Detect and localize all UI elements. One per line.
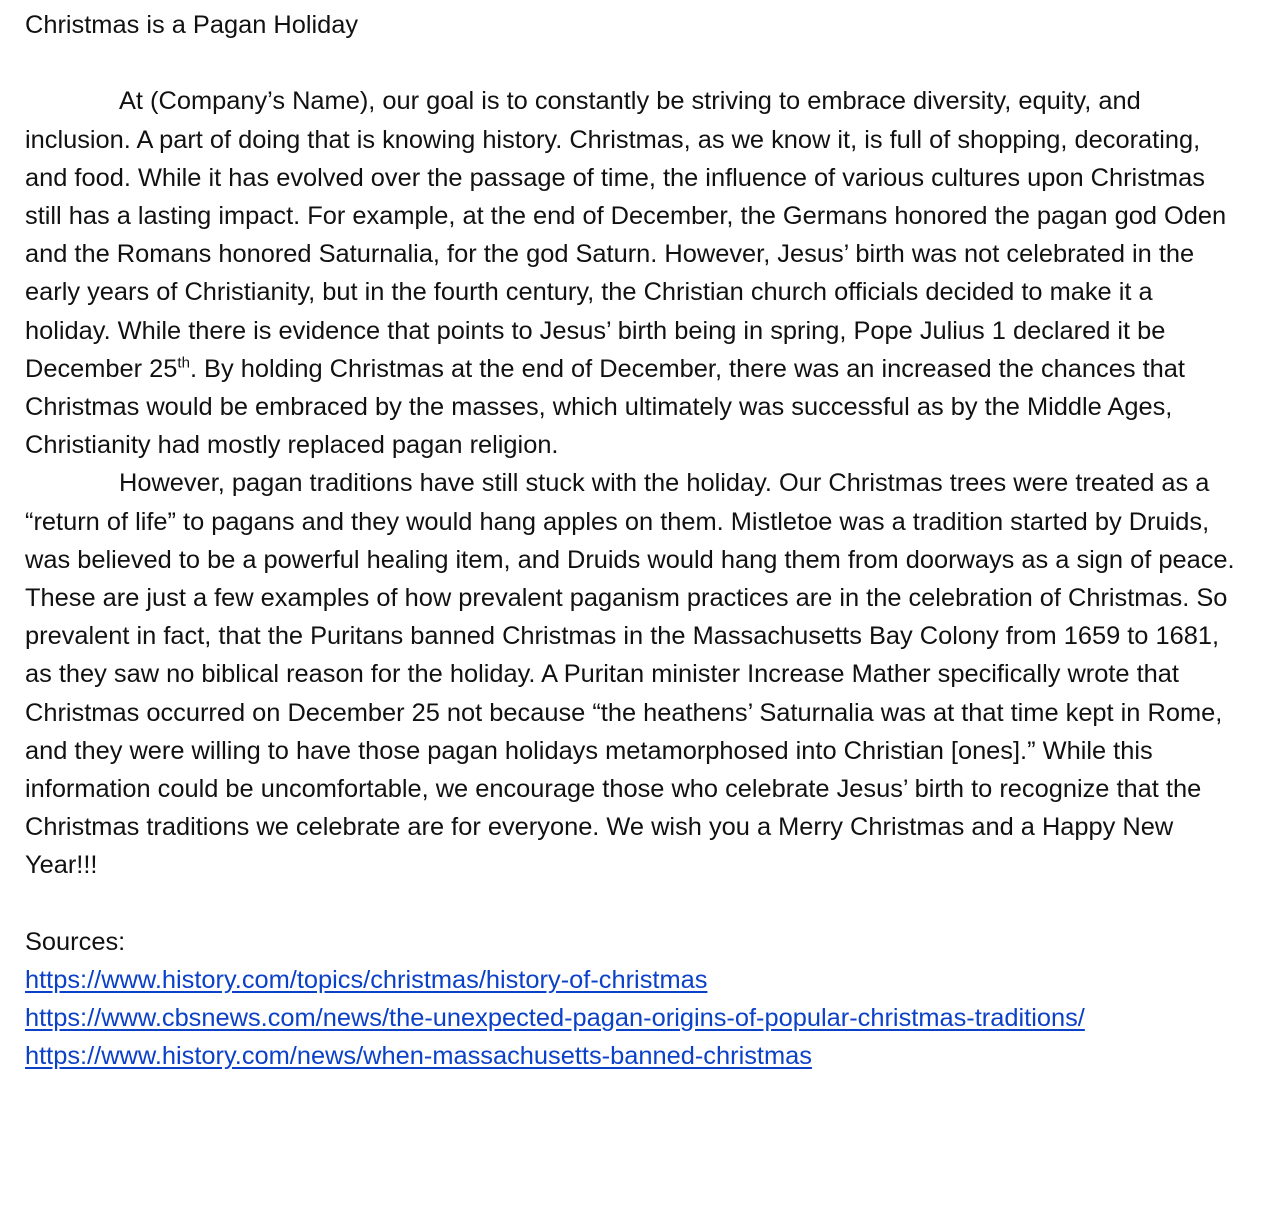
list-item [25, 999, 1238, 1037]
list-item [25, 1037, 1238, 1075]
source-link-cbs-pagan-origins[interactable]: https://www.cbsnews.com/news/the-unexpected-pagan-origins-of-popular-christmas-traditions/ [25, 1004, 1085, 1033]
paragraph-2: However, pagan traditions have still stuck with the holiday. Our Christmas trees were treated as a “return of life” to pagans and they would hang apples on them. Mistletoe was a tradition started by Druids, was believed to be a powerful healing item, and Druids would hang them from doorways as a sign of peace. These are just a few examples of how prevalent paganism practices are in the celebration of Christmas. So prevalent in fact, that the Puritans banned Christmas in the Massachusetts Bay Colony from 1659 to 1681, as they saw no biblical reason for the holiday. A Puritan minister Increase Mather specifically wrote that Christmas occurred on December 25 not because “the heathens’ Saturnalia was at that time kept in Rome, and they were willing to have those pagan holidays metamorphosed into Christian [ones].” While this information could be uncomfortable, we encourage those who celebrate Jesus’ birth to recognize that the Christmas traditions we celebrate are for everyone. We wish you a Merry Christmas and a Happy New Year!!! [25, 469, 1235, 880]
list-item [25, 961, 1238, 999]
paragraph-1-text-continued: . By holding Christmas at the end of December, there was an increased the chances that Christmas would be embraced by the masses, which ultimately was successful as by the Middle Ages, Christianity had mostly replaced pagan religion. [25, 354, 1185, 460]
ordinal-superscript: th [177, 354, 190, 372]
document-title: Christmas is a Pagan Holiday [25, 11, 359, 39]
sources-label: Sources: [25, 927, 126, 956]
paragraph-1-text: At (Company’s Name), our goal is to constantly be striving to embrace diversity, equity, and inclusion. A part of doing that is knowing history. Christmas, as we know it, is full of shopping, decorating, and food. While it has evolved over the passage of time, the influence of various cultures upon Christmas still has a lasting impact. For example, at the end of December, the Germans honored the pagan god Oden and the Romans honored Saturnalia, for the god Saturn. However, Jesus’ birth was not celebrated in the early years of Christianity, but in the fourth century, the Christian church officials decided to make it a holiday. While there is evidence that points to Jesus’ birth being in spring, Pope Julius 1 declared it be December 25 [25, 87, 1227, 383]
source-link-history-of-christmas[interactable]: https://www.history.com/topics/christmas/history-of-christmas [25, 966, 708, 995]
sources-list [25, 961, 1238, 1076]
paragraph-1 [25, 82, 1238, 464]
source-link-massachusetts-banned-christmas[interactable]: https://www.history.com/news/when-massachusetts-banned-christmas [25, 1042, 812, 1071]
blank-line [25, 44, 1238, 82]
blank-line [25, 885, 1238, 923]
